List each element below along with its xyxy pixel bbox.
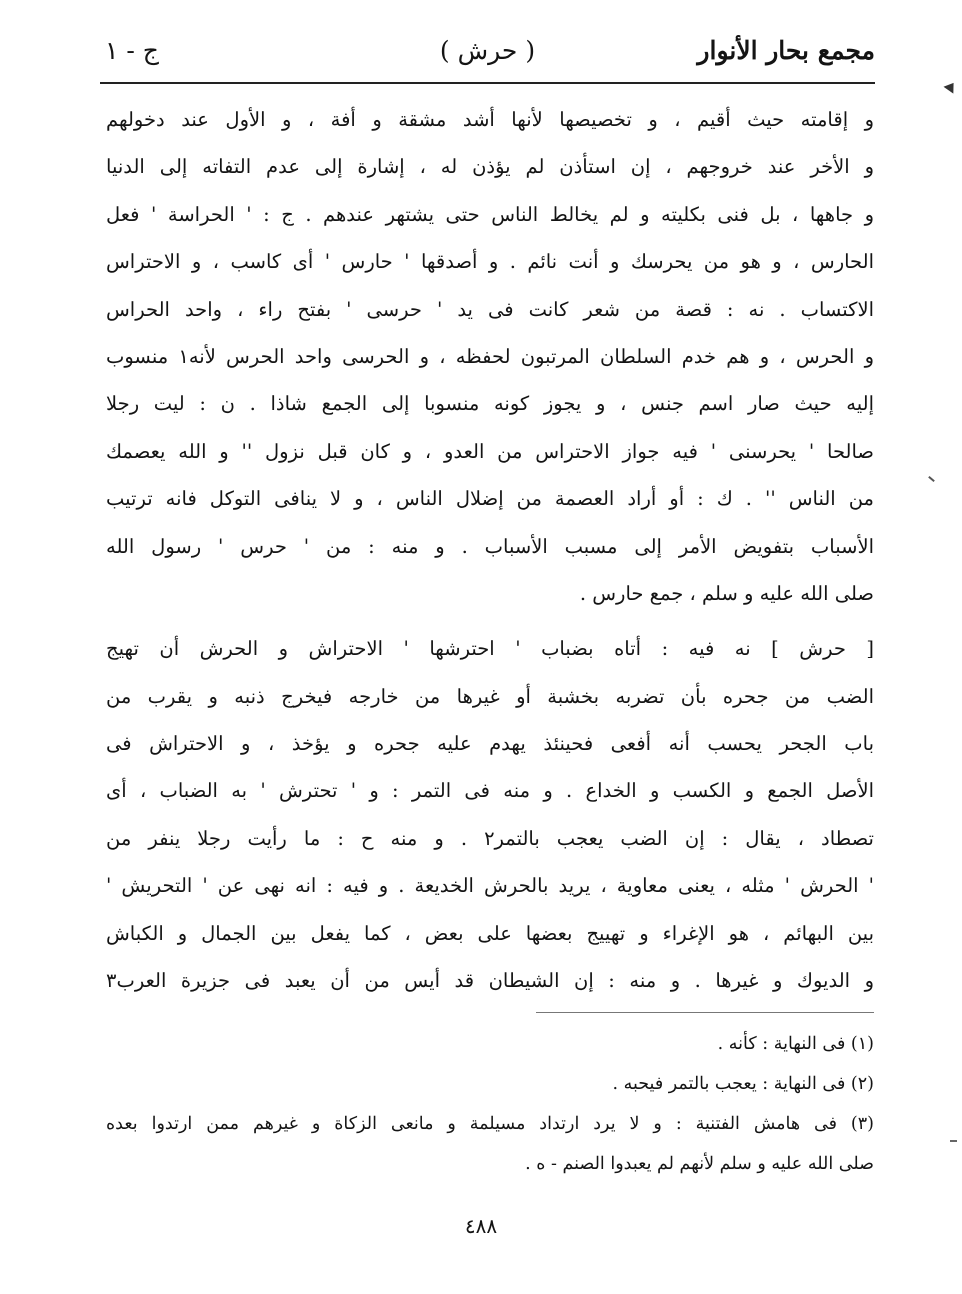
text-line: صالحا ' يحرسنى ' فيه جواز الاحتراس من العدو ، و كان قبل نزول '' و الله يعصمك xyxy=(106,439,874,463)
page-number: ٤٨٨ xyxy=(464,1214,498,1238)
footnote-1: (١) فى النهاية : كأنه . xyxy=(717,1034,874,1054)
text-line: و جاهها ، بل فنى بكليته و لم يخالط الناس حتى يشتهر عندهم . ج : ' الحراسة ' فعل xyxy=(106,202,874,226)
text-line: باب الجحر يحسب أنه أفعى فحينئذ يهدم عليه جحره و يؤخذ ، و الاحتراش فى xyxy=(106,732,874,756)
text-line: الأصل الجمع و الكسب و الخداع . و منه فى التمر : و ' تحترش ' به الضباب ، أى xyxy=(106,779,874,803)
entry-heading: ( حرش ) xyxy=(439,36,536,65)
text-line: إليه حيث صار اسم جنس ، و يجوز كونه منسوبا إلى الجمع شاذا . ن : ليت رجلا xyxy=(106,392,874,416)
footnote-2: (٢) فى النهاية : يعجب بالتمر فيحبه . xyxy=(612,1074,874,1094)
text-line: من الناس '' . ك : أو أراد العصمة من إضلال الناس ، و لا ينافى التوكل فانه ترتيب xyxy=(106,487,874,511)
text-line: و الأخر عند خروجهم ، إن استأذن لم يؤذن له ، إشارة إلى عدم التفاته إلى الدنيا xyxy=(106,155,874,179)
text-line: الأسباب بتفويض الأمر إلى مسبب الأسباب . و منه : من ' حرس ' رسول الله xyxy=(106,534,874,558)
margin-mark xyxy=(950,1140,957,1142)
book-title: مجمع بحار الأنوار xyxy=(697,36,875,65)
body-text xyxy=(106,96,874,1004)
text-line: صلى الله عليه و سلم ، جمع حارس . xyxy=(579,581,874,605)
header-rule xyxy=(100,82,875,84)
page-header xyxy=(100,22,875,80)
volume-label: ج - ١ xyxy=(105,36,159,65)
text-line: الاكتساب . نه : قصة من شعر كانت فى يد ' حرسى ' بفتح راء ، واحد الحراس xyxy=(106,297,874,321)
text-line: و الديوك و غيرها . و منه : إن الشيطان قد أيس من أن يعبد فى جزيرة العرب٣ xyxy=(106,969,874,993)
text-line: [ حرش ] نه فيه : أتاه بضباب ' احترشها ' الاحتراش و الحرش أن تهيج xyxy=(106,637,874,661)
footnote-3: (٣) فى هامش الفتنية : و لا يرد ارتداد مسيلمة و مانعى الزكاة و غيرهم ممن ارتدوا بعده xyxy=(106,1114,874,1134)
margin-mark xyxy=(928,476,935,482)
text-line: و إقامته حيث أقيم ، و تخصيصها لأنها أشد مشقة و أفة ، و الأول عند دخولهم xyxy=(106,108,874,131)
footnote-3-continuation: صلى الله عليه و سلم لأنهم لم يعبدوا الصنم - ه . xyxy=(525,1154,874,1174)
text-line: الضب من جحره بأن تضربه بخشبة أو غيرها من خارجه فيخرج ذنبه و يقرب من xyxy=(106,684,874,708)
text-line: و الحرس ، و هم خدم السلطان المرتبون لحفظه ، و الحرسى واحد الحرس لأنه١ منسوب xyxy=(106,344,874,368)
text-line: بين البهائم ، هو الإغراء و تهييج بعضها على بعض ، كما يفعل بين الجمال و الكباش xyxy=(106,921,874,945)
text-line: الحارس ، و هو من يحرسك و أنت نائم . و أصدقها ' حارس ' أى كاسب ، و الاحتراس xyxy=(106,250,874,274)
footnotes xyxy=(106,1024,874,1184)
footnote-rule xyxy=(536,1012,874,1013)
margin-mark xyxy=(944,79,959,93)
text-line: تصطاد ، يقال : إن الضب يعجب بالتمر٢ . و منه ح : ما رأيت رجلا ينفر من xyxy=(106,826,874,850)
text-line: ' الحرش ' مثله ، يعنى معاوية ، يريد بالحرش الخديعة . و فيه : انه نهى عن ' التحريش ' xyxy=(106,874,874,898)
